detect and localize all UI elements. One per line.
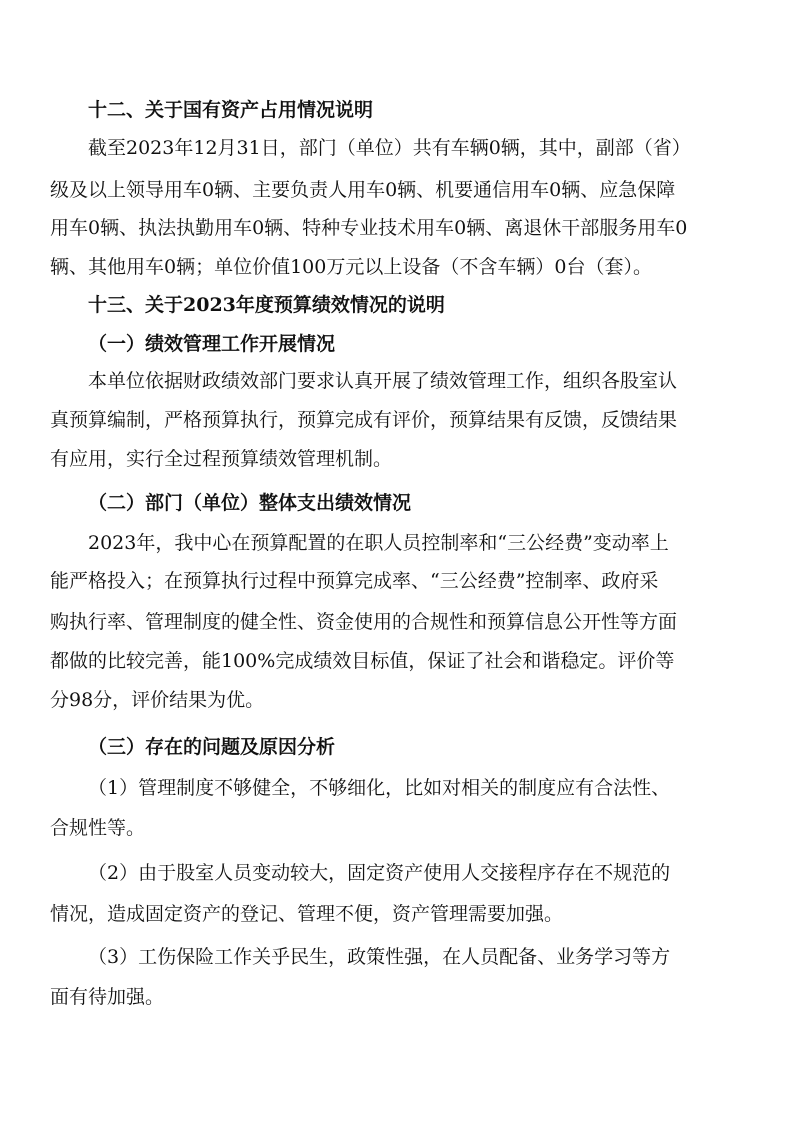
section-12-paragraph-line: 用车0辆、执法执勤用车0辆、特种专业技术用车0辆、离退休干部服务用车0 xyxy=(50,217,688,239)
subsection-1-paragraph-line: 有应用，实行全过程预算绩效管理机制。 xyxy=(50,448,393,470)
issue-1-line: 合规性等。 xyxy=(50,817,146,839)
issue-1-line: （1）管理制度不够健全，不够细化，比如对相关的制度应有合法性、 xyxy=(88,777,671,799)
issue-3-line: 面有待加强。 xyxy=(50,986,165,1008)
section-12-paragraph-line: 辆、其他用车0辆；单位价值100万元以上设备（不含车辆）0台（套）。 xyxy=(50,256,652,278)
issue-3-line: （3）工伤保险工作关乎民生，政策性强，在人员配备、业务学习等方 xyxy=(88,946,671,968)
subsection-1-paragraph-line: 本单位依据财政绩效部门要求认真开展了绩效管理工作，组织各股室认 xyxy=(88,370,678,392)
issue-2-line: 情况，造成固定资产的登记、管理不便，资产管理需要加强。 xyxy=(50,903,564,925)
subsection-2-paragraph-line: 分98分，评价结果为优。 xyxy=(50,689,265,711)
section-12-paragraph-line: 截至2023年12月31日，部门（单位）共有车辆0辆，其中，副部（省） xyxy=(88,137,691,159)
subsection-2-paragraph-line: 2023年，我中心在预算配置的在职人员控制率和“三公经费”变动率上 xyxy=(88,532,669,554)
subsection-2-paragraph-line: 都做的比较完善，能100%完成绩效目标值，保证了社会和谐稳定。评价等 xyxy=(50,650,675,672)
subsection-2-heading: （二）部门（单位）整体支出绩效情况 xyxy=(88,492,412,514)
subsection-2-paragraph-line: 能严格投入；在预算执行过程中预算完成率、“三公经费”控制率、政府采 xyxy=(50,570,659,592)
section-13-heading: 十三、关于2023年度预算绩效情况的说明 xyxy=(88,294,445,316)
subsection-2-paragraph-line: 购执行率、管理制度的健全性、资金使用的合规性和预算信息公开性等方面 xyxy=(50,611,678,633)
subsection-3-heading: （三）存在的问题及原因分析 xyxy=(88,736,336,758)
subsection-1-paragraph-line: 真预算编制，严格预算执行，预算完成有评价，预算结果有反馈，反馈结果 xyxy=(50,409,678,431)
issue-2-line: （2）由于股室人员变动较大，固定资产使用人交接程序存在不规范的 xyxy=(88,862,671,884)
subsection-1-heading: （一）绩效管理工作开展情况 xyxy=(88,333,336,355)
section-12-heading: 十二、关于国有资产占用情况说明 xyxy=(88,99,374,121)
section-12-paragraph-line: 级及以上领导用车0辆、主要负责人用车0辆、机要通信用车0辆、应急保障 xyxy=(50,179,676,201)
